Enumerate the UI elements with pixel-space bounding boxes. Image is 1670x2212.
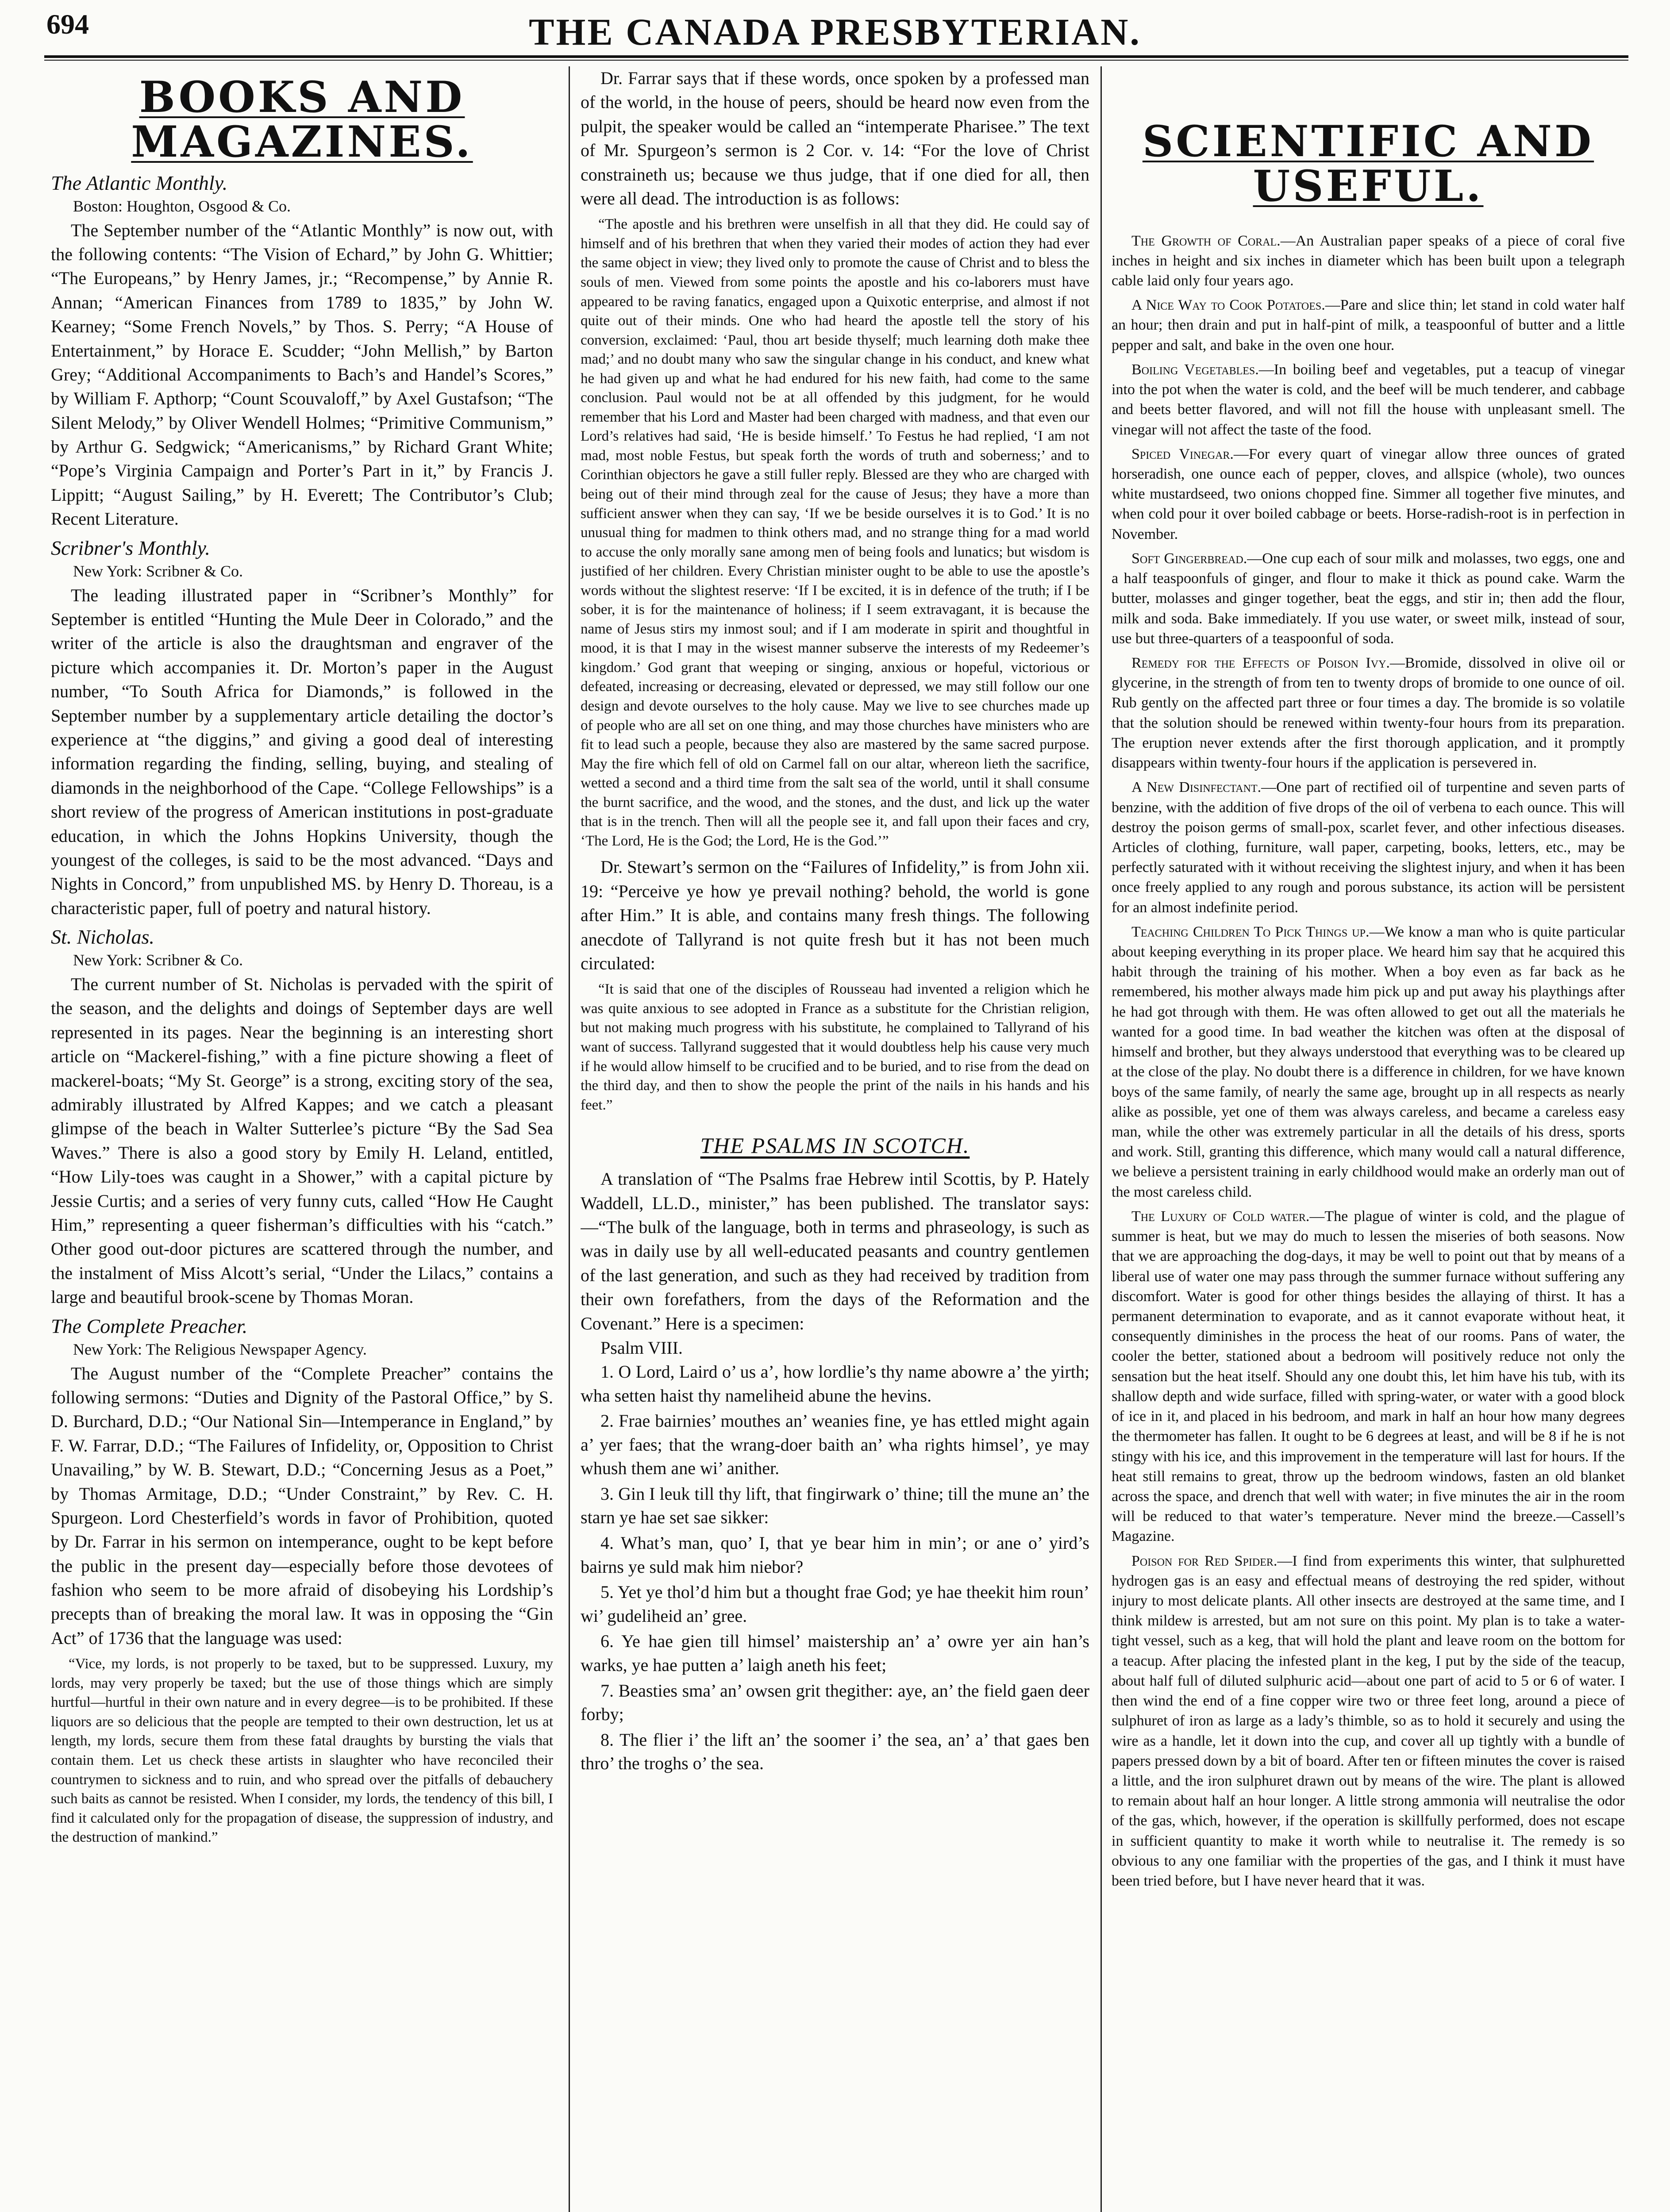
item-text: —I find from experiments this winter, that sulphuretted hydrogen gas is an easy and effectual means of destroying the red spider, without injury to most delicate plants. All other insects are destroyed at the same time, and I think mildew is arrested, but am not sure on this point. My plan is to take a water-tight vessel, such as a keg, that will hold the plant and leave room on the bottom for a teacup. After placing the infested plant in the keg, I put by the side of the teacup, about half full of diluted sulphuric acid—about one part of acid to 5 or 6 of water. I then wind the end of a fine copper wire two or three feet long, around a piece of sulphuret of iron as large as a lady’s thimble, so as to hold it securely and using the wire as a handle, let it down into the cup, and cover all up tightly with a bundle of papers pressed down by a bit of board. After ten or fifteen minutes the cover is raised a little, and the iron sulphuret drawn out by means of the wire. The plant is allowed to remain about half an hour longer. A little strong ammonia will neutralise the odor of the gas, which, however, if the operation is skillfully performed, does not escape in sufficient quantity to make it worth while to neutralise it. The remedy is so obvious to any one familiar with the properties of the gas, and I think it must have been tried before, but I have never heard that it was. [1112, 1552, 1625, 1889]
article-body: The current number of St. Nicholas is pervaded with the spirit of the season, and the delights and doings of September days are well represented in its pages. Near the beginning is an interesting short article on “Mackerel-fishing,” with a fine picture showing a fleet of mackerel-boats; “My St. George” is a strong, exciting story of the sea, admirably illustrated by Alfred Kappes; and we catch a pleasant glimpse of the beach in Walter Sutterlee’s picture “By the Sad Sea Waves.” There is also a good story by Emily H. Leland, entitled, “How Lily-toes was caught in a Shower,” with a capital picture by Jessie Curtis; and a series of very funny cuts, called “How He Caught Him,” representing a queer fisherman’s difficulties with his “catch.” Other good out-door pictures are scattered through the number, and the instalment of Miss Alcott’s serial, “Under the Lilacs,” contains a large and beautiful brook-scene by Thomas Moran. [51, 974, 553, 1307]
article-body: The August number of the “Complete Preacher” contains the following sermons: “Duties and Dignity of the Pastoral Office,” by S. D. Burchard, D.D.; “Our National Sin—Intemperance in England,” by F. W. Farrar, D.D.; “The Failures of Infidelity, or, Opposition to Christ Unavailing,” by W. B. Stewart, D.D.; “Concerning Jesus as a Poet,” by Thomas Armitage, D.D.; “Under Constraint,” by Rev. C. H. Spurgeon. Lord Chesterfield’s words in favor of Prohibition, quoted by Dr. Farrar in his sermon on intemperance, ought to be kept before the public in the present day—especially before those devotees of fashion who seem to be more afraid of disobeying his Lordship’s precepts than of breaking the moral law. It was in opposing the “Gin Act” of 1736 that the language was used: [51, 1363, 553, 1648]
psalm-verse: 6. Ye hae gien till himsel’ maistership an’ a’ owre yer ain han’s warks, ye hae putten a’ laigh aneth his feet; [581, 1631, 1089, 1675]
item-paragraph [1112, 360, 1625, 440]
item-paragraph [1112, 295, 1625, 355]
item-heading: Remedy for the Effects of Poison Ivy. [1131, 654, 1390, 671]
item-text: —In boiling beef and vegetables, put a teacup of vinegar into the pot when the water is cold, and the beef will be much tenderer, and cabbage and beets better flavored, and will not fill the house with unpleasant smell. The vinegar will not affect the taste of the food. [1112, 361, 1625, 438]
item-heading: Soft Gingerbread. [1131, 550, 1247, 567]
psalm-label: Psalm VIII. [600, 1337, 683, 1358]
item-heading: The Luxury of Cold water. [1131, 1208, 1310, 1225]
item-heading: The Growth of Coral. [1131, 232, 1281, 249]
item-paragraph [1112, 922, 1625, 1202]
header-rule [44, 55, 1628, 61]
publisher-line: New York: The Religious Newspaper Agency. [73, 1340, 367, 1358]
section-title: SCIENTIFIC AND USEFUL. [1142, 116, 1594, 211]
item-paragraph [1112, 1551, 1625, 1891]
block-quote: “The apostle and his brethren were unselfish in all that they did. He could say of himself and of his brethren that when they varied their modes of action they had ever the same object in view; they lived only to promote the cause of Christ and to bless the souls of men. Viewed from some points the apostle and his co-laborers must have appeared to be raving fanatics, engaged upon a Quixotic enterprise, and almost if not quite out of their minds. One who had heard the apostle tell the story of his conversion, exclaimed: ‘Paul, thou art beside thyself; much learning doth make thee mad;’ and no doubt many who saw the singular change in his conduct, and knew what he had given up and what he had endured for his new faith, had come to the same conclusion. Paul would not be at all offended by this judgment, for he would remember that his Lord and Master had been charged with madness, and that even our Lord’s relatives had said, ‘He is beside himself.’ To Festus he had replied, ‘I am not mad, most noble Festus, but speak forth the words of truth and soberness;’ and to Corinthian objectors he gave a still fuller reply. Blessed are they who are charged with being out of their mind through zeal for the cause of Jesus; they have a more than sufficient answer when they can say, ‘If we be beside ourselves it is to God.’ It is no unusual thing for madmen to think others mad, and no strange thing for a mad world to accuse the only morally sane among men of being fools and lunatics; but wisdom is justified of her children. Every Christian minister ought to be able to use the apostle’s words without the slightest reserve: ‘If I be excited, it is in defence of the truth; if I be sober, it is for the maintenance of holiness; if I seem extravagant, it is because the name of Jesus stirs my inmost soul; and if I am moderate in spirit and thoughtful in mood, it is that I may in the wisest manner subserve the interests of my Redeemer’s kingdom.’ God grant that weeping or singing, anxious or hopeful, victorious or defeated, increasing or decreasing, elevated or depressed, we may still follow our one design and devote ourselves to the holy cause. May we live to see churches made up of people who are all set on one thing, and may those churches have ministers who are fit to lead such a people, because they also are mastered by the same sacred purpose. May the fire which fell of old on Carmel fall on our altar, whereon lieth the sacrifice, wetted a second and a third time from the salt sea of the world, until it shall consume the burnt sacrifice, and the wood, and the stones, and the dust, and lick up the water that is in the trench. Then will all the people see it, and fall upon their faces and cry, ‘The Lord, He is the God; the Lord, He is the God.’” [581, 216, 1089, 849]
item-text: —An Australian paper speaks of a piece of coral five inches in height and six inches in diameter which has been built upon a telegraph cable laid only four years ago. [1112, 232, 1625, 289]
item-paragraph [1112, 1206, 1625, 1547]
item-text: —Bromide, dissolved in olive oil or glycerine, in the strength of from ten to twenty drops of bromide to one ounce of oil. Rub gently on the affected part three or four times a day. The bromide is so volatile that the solution should be renewed within twenty-four hours from its preparation. The eruption never extends after the first thorough application, and it promptly disappears within twenty-four hours if the application is persevered in. [1112, 654, 1625, 772]
psalm-verse: 7. Beasties sma’ an’ owsen grit thegither: aye, an’ the field gaen deer forby; [581, 1680, 1089, 1724]
item-paragraph [1112, 653, 1625, 773]
masthead: THE CANADA PRESBYTERIAN. [529, 11, 1141, 53]
article-body: A translation of “The Psalms frae Hebrew intil Scottis, by P. Hately Waddell, LL.D., minister,” has been published. The translator says:—“The bulk of the language, both in terms and phraseology, is such as was in daily use by all well-educated peasants and country gentlemen of the last generation, and such as they had received by tradition from their own forefathers, from the days of the Reformation and the Covenant.” Here is a specimen: [581, 1169, 1089, 1333]
item-heading: Teaching Children To Pick Things up. [1131, 923, 1370, 940]
column-books-and-magazines [51, 66, 553, 2212]
item-text: —Pare and slice thin; let stand in cold water half an hour; then drain and put in half-pint of milk, a teaspoonful of butter and a little pepper and salt, and bake in the oven one hour. [1112, 297, 1625, 353]
article-title: The Atlantic Monthly. [51, 171, 228, 194]
column-sermons-and-psalms [581, 66, 1089, 2212]
item-heading: Spiced Vinegar. [1131, 445, 1234, 462]
psalm-verse: 4. What’s man, quo’ I, that ye bear him in min’; or ane o’ yird’s bairns ye suld mak him niebor? [581, 1533, 1089, 1577]
publisher-line: New York: Scribner & Co. [73, 951, 243, 969]
psalm-verse: 1. O Lord, Laird o’ us a’, how lordlie’s thy name abowre a’ the yirth; wha setten haist thy nameliheid abune the hevins. [581, 1361, 1089, 1406]
article-title: THE PSALMS IN SCOTCH. [700, 1133, 970, 1158]
item-paragraph [1112, 231, 1625, 291]
item-heading: Boiling Vegetables. [1131, 361, 1259, 378]
publisher-line: Boston: Houghton, Osgood & Co. [73, 197, 291, 215]
psalm-verse: 8. The flier i’ the lift an’ the soomer i’ the sea, an’ a’ that gaes ben thro’ the troghs o’ the sea. [581, 1729, 1089, 1774]
item-paragraph [1112, 549, 1625, 649]
article-title: The Complete Preacher. [51, 1314, 248, 1337]
psalm-verse: 5. Yet ye thol’d him but a thought frae God; ye hae theekit him roun’ wi’ gudeliheid an’ gree. [581, 1582, 1089, 1626]
article-title: St. Nicholas. [51, 926, 154, 949]
item-text: —For every quart of vinegar allow three ounces of grated horseradish, one ounce each of pepper, cloves, and allspice (whole), two ounces white mustardseed, two onions chopped fine. Simmer all together five minutes, and when cold pour it over boiled cabbage or beets. Horse-radish-root is in perfection in November. [1112, 445, 1625, 542]
article-body: Dr. Farrar says that if these words, once spoken by a professed man of the world, in the house of peers, should be heard now even from the pulpit, the speaker would be called an “intemperate Pharisee.” The text of Mr. Spurgeon’s sermon is 2 Cor. v. 14: “For the love of Christ constraineth us; because we thus judge, that if one died for all, then were all dead. The introduction is as follows: [581, 68, 1089, 208]
column-scientific-and-useful [1112, 66, 1625, 2212]
item-text: —We know a man who is quite particular about keeping everything in its proper place. We heard him say that he acquired this habit through the training of his mother. When a boy even as far back as he remembered, his mother always made him pick up and put away his playthings after he had got through with them. He was often allowed to get out all the materials he wanted for a good time. In bad weather the kitchen was often at the disposal of himself and brother, but they always understood that everything was to be cleared up at the close of the play. No doubt there is a difference in children, for we have known boys of the same family, of nearly the same age, brought up in all respects as nearly alike as possible, yet one of them was always careless, and became a careless easy man, while the other was extremely particular in all the details of his dress, sports and work. Still, granting this difference, which many would call a natural difference, we believe a persistent training in early childhood would make an orderly man out of the most careless child. [1112, 923, 1625, 1200]
article-body: The September number of the “Atlantic Monthly” is now out, with the following contents: “The Vision of Echard,” by John G. Whittier; “The Europeans,” by Henry James, jr.; “Recompense,” by Annie R. Annan; “American Finances from 1789 to 1835,” by John W. Kearney; “Some French Novels,” by Thos. S. Perry; “A House of Entertainment,” by Horace E. Scudder; “John Mellish,” by Barton Grey; “Additional Accompaniments to Bach’s and Handel’s Scores,” by William F. Apthorp; “Count Scouvaloff,” by Axel Gustafson; “The Silent Melody,” by Oliver Wendell Holmes; “Primitive Communism,” by Arthur G. Sedgwick; “Americanisms,” by Richard Grant White; “Pope’s Virginia Campaign and Porter’s Part in it,” by Francis J. Lippitt; “August Sailing,” by H. Everett; The Contributor’s Club; Recent Literature. [51, 220, 553, 529]
page-number: 694 [46, 8, 89, 40]
column-divider [569, 66, 570, 2212]
item-text: —The plague of winter is cold, and the plague of summer is heat, but we may do much to lessen the miseries of both seasons. Now that we are approaching the dog-days, it may be well to point out that by means of a liberal use of water one may pass through the summer furnace without suffering any discomfort. Water is good for other things besides the allaying of thirst. It has a permanent determination to evaporate, and as it cannot evaporate without heat, it consequently diminishes in the process the heat of our rooms. Pans of water, the cooler the better, stationed about a bedroom will positively reduce not only the sensation but the heat itself. Should any one doubt this, let him have his tub, with its shallow depth and wide surface, filled with spring-water, or water with a good block of ice in it, and placed in his bedroom, and mark in half an hour how many degrees the thermometer has fallen. It ought to be 6 degrees at least, and will be 8 if he is not stingy with his ice, and this improvement in the temperature will last for hours. If the heat still remains to great, throw up the bedroom windows, fasten an old blanket across the space, and drench that well with water; in five minutes the air in the room will be reduced to that water’s temperature. Never mind the breeze.—Cassell’s Magazine. [1112, 1208, 1625, 1545]
item-paragraph [1112, 777, 1625, 918]
item-text: —One part of rectified oil of turpentine and seven parts of benzine, with the addition of five drops of the oil of verbena to each ounce. This will destroy the poison germs of small-pox, scarlet fever, and other infectious diseases. Articles of clothing, furniture, wall paper, carpeting, books, letters, etc., may be perfectly saturated with it without receiving the slightest injury, and when it has been once freely applied to any rough and porous substance, its action will be persistent for an almost indefinite period. [1112, 779, 1625, 916]
article-body: The leading illustrated paper in “Scribner’s Monthly” for September is entitled “Hunting the Mule Deer in Colorado,” and the writer of the article is also the draughtsman and engraver of the picture which accompanies it. Dr. Morton’s paper in the August number, “To South Africa for Diamonds,” is followed in the September number by a supplementary article detailing the doctor’s experience at “the diggins,” and giving a good deal of interesting information regarding the finding, selling, buying, and stealing of diamonds in the neighborhood of the Cape. “College Fellowships” is a short review of the progress of American institutions in post-graduate education, in which the Johns Hopkins University, though the youngest of the colleges, is said to be the most advanced. “Days and Nights in Concord,” from unpublished MS. by Henry D. Thoreau, is a characteristic paper, full of poetry and natural history. [51, 585, 553, 918]
item-heading: Poison for Red Spider. [1131, 1552, 1278, 1569]
block-quote: “Vice, my lords, is not properly to be taxed, but to be suppressed. Luxury, my lords, may very properly be taxed; but the use of those things which are simply hurtful—hurtful in their own nature and in every degree—is to be prohibited. If these liquors are so delicious that the people are tempted to their own destruction, let us at length, my lords, secure them from these fatal draughts by bursting the vials that contain them. Let us check these artists in slaughter who have reconciled their countrymen to sickness and to ruin, and who spread over the pitfalls of debauchery such baits as cannot be resisted. When I consider, my lords, the tendency of this bill, I find it calculated only for the propagation of disease, the suppression of industry, and the destruction of mankind.” [51, 1656, 553, 1846]
item-text: —One cup each of sour milk and molasses, two eggs, one and a half teaspoonfuls of ginger, and flour to make it thick as pound cake. Warm the butter, molasses and ginger together, beat the eggs, and stir in; then add the flour, milk and soda. Bake immediately. If you use water, or sweet milk, instead of sour, use but three-quarters of a teaspoonful of soda. [1112, 550, 1625, 647]
section-title: BOOKS AND MAGAZINES. [131, 72, 473, 167]
article-body: Dr. Stewart’s sermon on the “Failures of Infidelity,” is from John xii. 19: “Perceive ye how ye prevail nothing? behold, the world is gone after Him.” It is able, and contains many fresh things. The following anecdote of Tallyrand is not quite fresh but it has not been much circulated: [581, 857, 1089, 973]
publisher-line: New York: Scribner & Co. [73, 562, 243, 580]
article-title: Scribner's Monthly. [51, 536, 210, 559]
psalm-verse: 3. Gin I leuk till thy lift, that fingirwark o’ thine; till the mune an’ the starn ye hae set sae sikker: [581, 1483, 1089, 1528]
item-heading: A Nice Way to Cook Potatoes. [1131, 297, 1325, 314]
item-paragraph [1112, 444, 1625, 544]
column-divider [1101, 66, 1102, 2212]
psalm-verse: 2. Frae bairnies’ mouthes an’ weanies fine, ye has ettled might again a’ yer faes; that the wrang-doer baith an’ wha rights himsel’, ye may whush them ane wi’ anither. [581, 1411, 1089, 1479]
item-heading: A New Disinfectant. [1131, 779, 1262, 796]
block-quote: “It is said that one of the disciples of Rousseau had invented a religion which he was quite anxious to see adopted in France as a substitute for the Christian religion, but not making much progress with his substitute, he complained to Tallyrand of his want of success. Tallyrand suggested that it would doubtless help his cause very much if he would allow himself to be crucified and to be buried, and to rise from the dead on the third day, and then to show the people the print of the nails in his hands and his feet.” [581, 981, 1089, 1113]
